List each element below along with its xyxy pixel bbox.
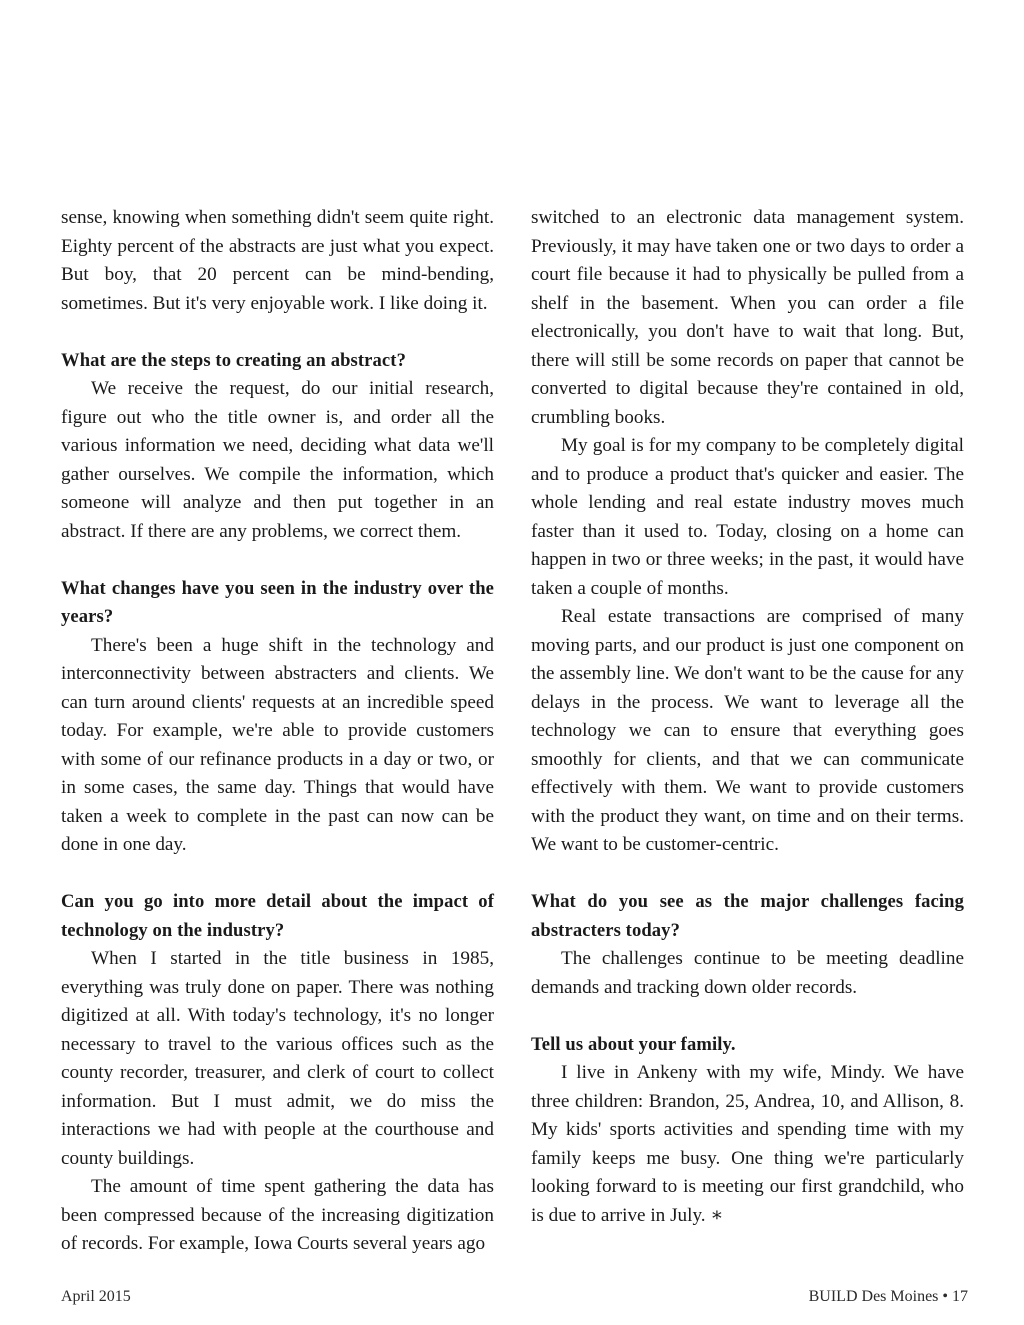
answer-paragraph: The amount of time spent gathering the data has been compressed because of the increasing digitization of records. For example, Iowa Courts several years ago: [61, 1176, 494, 1254]
answer-paragraph: Real estate transactions are comprised of many moving parts, and our product is just one component on the assembly line. We don't want to be the cause for any delays in the process. We want to leverage all the technology we can to ensure that everything goes smoothly for clients, and that we can communicate effectively with them. We want to provide customers with the product they want, on time and on their terms. We want to be customer-centric.: [531, 606, 964, 855]
final-answer-text: I live in Ankeny with my wife, Mindy. We have three children: Brandon, 25, Andrea, 10, and Allison, 8. My kids' sports activities and spending time with my family keeps me busy. One thing we're particularly looking forward to is meeting our first grandchild, who is due to arrive in July.: [531, 1062, 964, 1226]
answer-paragraph: There's been a huge shift in the technology and interconnectivity between abstracters and clients. We can turn around clients' requests at an incredible speed today. For example, we're able to provide customers with some of our refinance products in a day or two, or in some cases, the same day. Things that would have taken a week to complete in the past can now can be done in one day.: [61, 634, 494, 855]
answer-paragraph: The challenges continue to be meeting deadline demands and tracking down older records.: [531, 948, 964, 998]
end-mark-icon: ∗: [710, 1204, 724, 1226]
bullet-separator: •: [942, 1288, 948, 1305]
question-heading: Can you go into more detail about the impact of technology on the industry?: [61, 891, 494, 941]
publication-name: BUILD Des Moines: [808, 1288, 939, 1305]
question-heading: What do you see as the major challenges facing abstracters today?: [531, 891, 964, 941]
footer-folio: [809, 1286, 968, 1308]
answer-paragraph: My goal is for my company to be completely digital and to produce a product that's quicker and easier. The whole lending and real estate industry moves much faster than it used to. Today, closing on a home can happen in two or three weeks; in the past, it would have taken a couple of months.: [531, 435, 964, 599]
question-heading: Tell us about your family.: [531, 1033, 736, 1055]
continued-paragraph: switched to an electronic data management system. Previously, it may have taken one or two days to order a court file because it had to physically be pulled from a shelf in the basement. When you can order a file electronically, you don't have to wait that long. But, there will still be some records on paper that cannot be converted to digital because they're contained in old, crumbling books.: [531, 207, 964, 428]
answer-paragraph: We receive the request, do our initial research, figure out who the title owner is, and order all the various information we need, deciding what data we'll gather ourselves. We compile the information, which someone will analyze and then put together in an abstract. If there are any problems, we correct them.: [61, 378, 494, 542]
question-heading: What are the steps to creating an abstract?: [61, 349, 406, 371]
answer-paragraph: When I started in the title business in 1985, everything was truly done on paper. There was nothing digitized at all. With today's technology, it's no longer necessary to travel to the various offices such as the county recorder, treasurer, and clerk of court to collect information. But I must admit, we do miss the interactions we had with people at the courthouse and county buildings.: [61, 948, 494, 1169]
right-column: [531, 204, 964, 1230]
page-number: 17: [952, 1288, 968, 1305]
answer-paragraph: [531, 1059, 964, 1230]
left-column: [61, 204, 494, 1259]
footer-date: April 2015: [61, 1288, 131, 1305]
question-heading: What changes have you seen in the industry over the years?: [61, 577, 494, 627]
continued-paragraph: sense, knowing when something didn't seem quite right. Eighty percent of the abstracts are just what you expect. But boy, that 20 percent can be mind-bending, sometimes. But it's very enjoyable work. I like doing it.: [61, 207, 494, 314]
